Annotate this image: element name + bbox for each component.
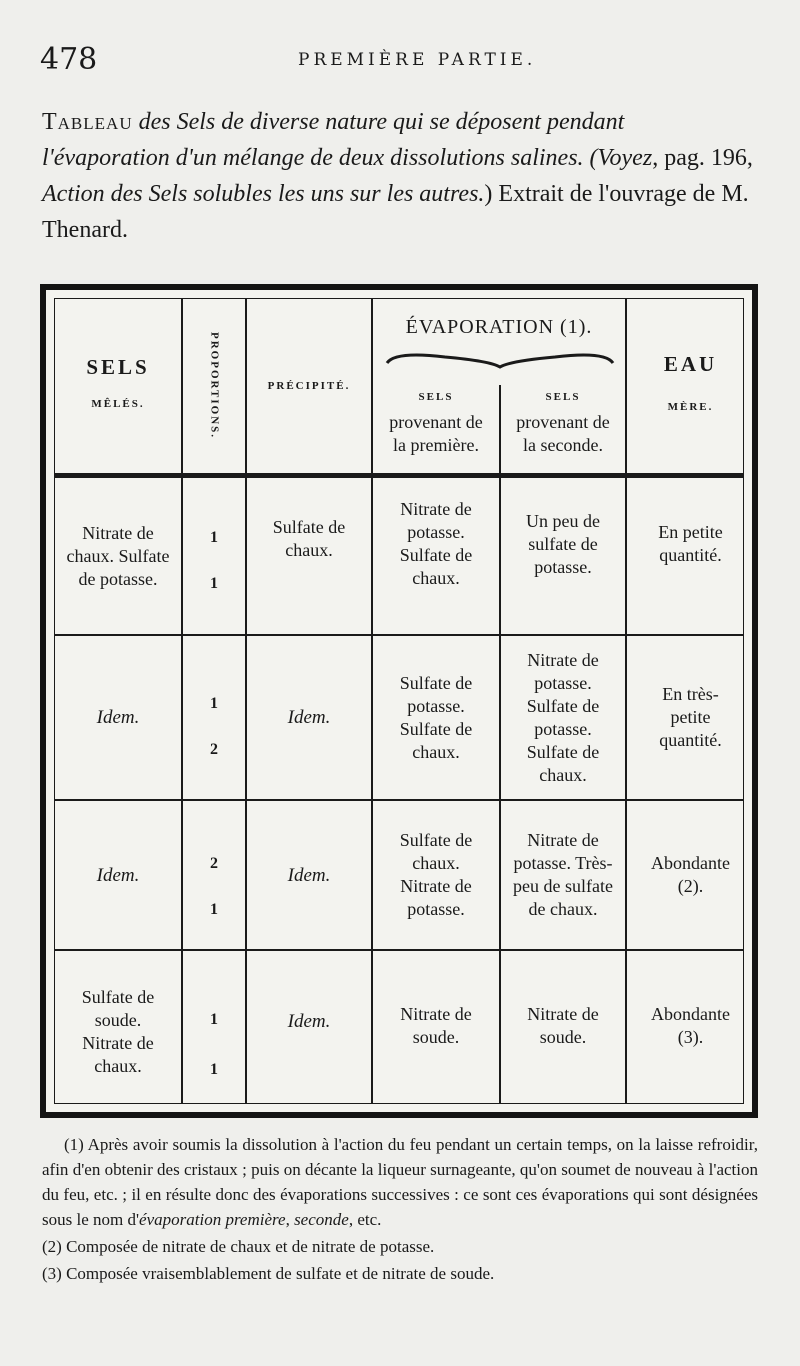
row2-evap2-text: Nitrate de potasse. Sulfate de potasse. Sulfate de chaux. (526, 649, 600, 785)
header-evap-second-top: SELS (545, 390, 581, 403)
row3-eau (627, 801, 754, 949)
page-number: 478 (40, 42, 98, 77)
row4-eau-text: Abondante (3). (651, 1004, 730, 1047)
salts-table (40, 284, 758, 1118)
row4-evap2 (501, 951, 625, 1101)
row3-evap1 (373, 801, 499, 949)
row4-precipite: Idem. (287, 1010, 331, 1032)
row4-prop2: 1 (210, 1060, 218, 1078)
header-evap-first (373, 369, 499, 473)
row1-evap2-text: Un peu de sulfate de potasse. (526, 510, 600, 577)
header-meles-label: MÊLÉS. (91, 398, 145, 410)
row1-evap1-text: Nitrate de potasse. Sulfate de chaux. (399, 499, 473, 588)
row2-evap1-text: Sulfate de potasse. Sulfate de chaux. (399, 672, 473, 762)
row2-eau (627, 636, 754, 799)
row3-precipite: Idem. (287, 864, 331, 886)
row1-sels (55, 479, 181, 634)
row3-prop2: 1 (210, 900, 218, 918)
table-title (42, 104, 758, 248)
header-evaporation-label: ÉVAPORATION (1). (405, 315, 593, 338)
row2-sels: Idem. (96, 707, 140, 728)
row2-evap1 (373, 636, 499, 799)
header-eau-label: EAU (663, 352, 718, 376)
footnote-1-term2: seconde (294, 1210, 349, 1229)
footnote-3: (3) Composée vraisemblablement de sulfate et de nitrate de soude. (42, 1264, 495, 1283)
footnote-1-sep: , (285, 1210, 295, 1229)
header-evap-first-top: SELS (418, 390, 454, 403)
row4-prop1: 1 (210, 1010, 218, 1028)
row1-prop1: 1 (210, 528, 218, 546)
footnote-1-end: , etc. (348, 1210, 382, 1229)
title-action: Action des Sels solubles les uns sur les autres. (42, 181, 485, 207)
header-evap-second-rest: provenant de la seconde. (516, 411, 610, 455)
row3-evap2-text: Nitrate de potasse. Très-peu de sulfate de chaux. (513, 830, 613, 919)
header-sels-meles (55, 299, 181, 473)
running-title: PREMIÈRE PARTIE. (298, 50, 537, 70)
footnotes (42, 1132, 758, 1286)
header-evap-second (501, 369, 625, 473)
row1-prop2: 1 (210, 574, 218, 592)
header-evaporation (373, 309, 625, 345)
header-evap-first-rest: provenant de la première. (389, 411, 483, 455)
header-proportions (183, 299, 245, 473)
footnote-1-term1: évaporation première (139, 1210, 286, 1229)
title-voyez: Voyez (597, 145, 653, 171)
title-rest: ) Extrait de l'ouvrage de M. Thenard. (42, 181, 749, 243)
row4-sels-text: Sulfate de soude. Nitrate de chaux. (81, 987, 155, 1076)
row2-precipite: Idem. (287, 707, 331, 728)
title-part1: des Sels de diverse nature qui se déposent pendant l'évaporation d'un mélange de deux dissolutions salines. ( (42, 109, 625, 171)
row1-precipite-text: Sulfate de chaux. (272, 517, 346, 560)
row2-evap2 (501, 636, 625, 799)
row1-precipite (247, 479, 371, 599)
header-sels-label: SELS (86, 355, 150, 379)
title-pag: , pag. 196, (652, 145, 753, 171)
row1-eau-text: En petite quantité. (658, 522, 723, 565)
row4-evap1-text: Nitrate de soude. (400, 1004, 472, 1047)
row4-sels (55, 951, 181, 1113)
row3-evap2 (501, 801, 625, 949)
row2-prop1: 1 (210, 694, 218, 712)
row2-eau-text: En très-petite quantité. (659, 684, 722, 750)
brace-icon (385, 347, 615, 369)
table-inner (54, 298, 744, 1104)
row1-evap2 (501, 479, 625, 609)
row4-evap1 (373, 951, 499, 1101)
footnote-1 (42, 1132, 758, 1232)
row1-evap1 (373, 479, 499, 609)
row3-sels: Idem. (96, 864, 140, 886)
header-mere-label: MÈRE. (667, 401, 714, 413)
footnote-2: (2) Composée de nitrate de chaux et de nitrate de potasse. (42, 1237, 435, 1256)
title-lead: Tableau (42, 109, 133, 135)
row3-evap1-text: Sulfate de chaux. Nitrate de potasse. (399, 830, 473, 919)
header-precipite (247, 299, 371, 473)
row1-eau (627, 479, 754, 609)
header-eau-mere (627, 299, 754, 473)
row3-eau-text: Abondante (2). (651, 853, 730, 896)
header-divider (55, 473, 743, 478)
header-proportions-label: PROPORTIONS. (208, 332, 221, 440)
row4-evap2-text: Nitrate de soude. (527, 1004, 599, 1047)
running-head (40, 42, 760, 76)
row1-sels-text: Nitrate de chaux. Sulfate de potasse. (66, 523, 170, 589)
row4-eau (627, 951, 754, 1101)
row3-prop1: 2 (210, 854, 218, 872)
header-precipite-label: PRÉCIPITÉ. (267, 379, 351, 392)
footnote-1-text: (1) Après avoir soumis la dissolution à l'action du feu pendant un certain temps, on la laisse refroidir, afin d'en obtenir des cristaux ; puis on décante la liqueur surnageante, qu'on soumet de nouveau à l'action du feu, etc. ; il en résulte donc des évaporations successives : ce sont ces évaporations qui sont désignées sous le nom d' (42, 1135, 758, 1229)
row2-prop2: 2 (210, 740, 218, 758)
